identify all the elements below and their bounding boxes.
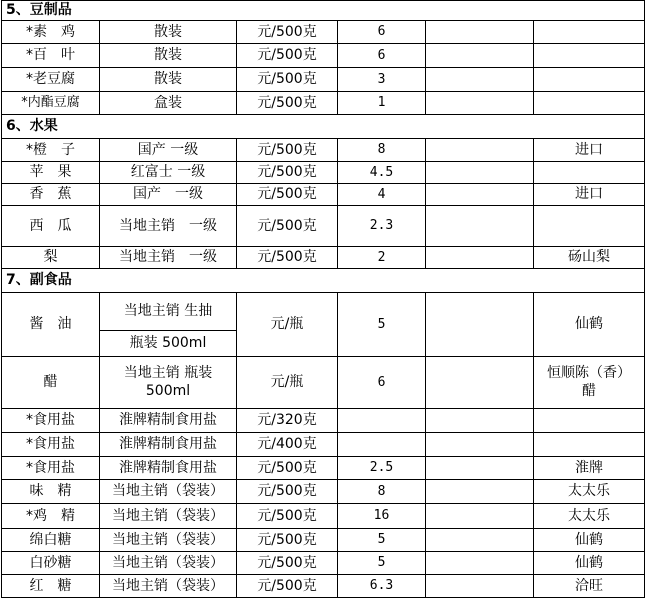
table-row [2, 480, 645, 504]
item-spec: 当地主销（袋装） [100, 552, 237, 575]
table-row [2, 184, 645, 206]
item-spec: 盒装 [100, 92, 237, 115]
item-spec-continued: 瓶装 500ml [100, 331, 237, 357]
item-price: 6.3 [338, 575, 426, 598]
item-note [534, 206, 645, 247]
item-extra [426, 139, 534, 162]
item-unit: 元/500克 [237, 529, 338, 552]
item-spec: 淮牌精制食用盐 [100, 409, 237, 433]
item-name: 醋 [2, 357, 100, 409]
item-price: 4 [338, 184, 426, 206]
table-row [2, 504, 645, 529]
item-unit: 元/500克 [237, 21, 338, 44]
item-price: 8 [338, 480, 426, 504]
item-unit: 元/500克 [237, 504, 338, 529]
table-row [2, 21, 645, 44]
item-spec: 当地主销（袋装） [100, 529, 237, 552]
item-extra [426, 44, 534, 68]
table-row [2, 575, 645, 598]
item-note [534, 409, 645, 433]
table-row [2, 68, 645, 92]
item-spec: 当地主销 一级 [100, 206, 237, 247]
item-extra [426, 409, 534, 433]
item-unit: 元/500克 [237, 139, 338, 162]
item-name: 西 瓜 [2, 206, 100, 247]
item-name: *橙 子 [2, 139, 100, 162]
item-name: 香 蕉 [2, 184, 100, 206]
item-price: 5 [338, 529, 426, 552]
item-note: 太太乐 [534, 504, 645, 529]
item-note: 进口 [534, 139, 645, 162]
item-price: 4.5 [338, 162, 426, 184]
table-row [2, 92, 645, 115]
item-price: 5 [338, 552, 426, 575]
item-price [338, 409, 426, 433]
item-note [534, 433, 645, 457]
table-row [2, 247, 645, 269]
item-spec: 淮牌精制食用盐 [100, 433, 237, 457]
item-extra [426, 247, 534, 269]
item-name: 味 精 [2, 480, 100, 504]
item-note: 仙鹤 [534, 529, 645, 552]
item-name: *食用盐 [2, 409, 100, 433]
item-name: *老豆腐 [2, 68, 100, 92]
item-note: 砀山梨 [534, 247, 645, 269]
item-unit: 元/瓶 [237, 357, 338, 409]
item-spec: 当地主销（袋装） [100, 575, 237, 598]
item-note: 太太乐 [534, 480, 645, 504]
item-unit: 元/500克 [237, 184, 338, 206]
item-unit: 元/500克 [237, 480, 338, 504]
item-price: 2 [338, 247, 426, 269]
item-extra [426, 184, 534, 206]
item-spec: 当地主销 生抽 [100, 293, 237, 331]
item-note: 仙鹤 [534, 552, 645, 575]
item-spec: 当地主销 一级 [100, 247, 237, 269]
item-note [534, 44, 645, 68]
item-unit: 元/500克 [237, 44, 338, 68]
item-note: 淮牌 [534, 457, 645, 480]
item-note [534, 21, 645, 44]
item-name: *食用盐 [2, 457, 100, 480]
item-spec: 国产 一级 [100, 139, 237, 162]
item-name: 梨 [2, 247, 100, 269]
section-title: 6、水果 [2, 115, 645, 139]
item-extra [426, 457, 534, 480]
section-title: 5、豆制品 [2, 1, 645, 21]
item-unit: 元/400克 [237, 433, 338, 457]
table-row [2, 357, 645, 409]
item-price: 6 [338, 357, 426, 409]
item-price: 16 [338, 504, 426, 529]
item-unit: 元/500克 [237, 457, 338, 480]
item-note: 进口 [534, 184, 645, 206]
item-spec: 红富士 一级 [100, 162, 237, 184]
item-spec: 淮牌精制食用盐 [100, 457, 237, 480]
table-row [2, 457, 645, 480]
item-name: *鸡 精 [2, 504, 100, 529]
section-header-row [2, 269, 645, 293]
item-name: 酱 油 [2, 293, 100, 357]
item-unit: 元/500克 [237, 247, 338, 269]
table-row [2, 206, 645, 247]
section-title: 7、副食品 [2, 269, 645, 293]
item-price: 8 [338, 139, 426, 162]
item-extra [426, 433, 534, 457]
item-extra [426, 293, 534, 357]
item-extra [426, 162, 534, 184]
table-row [2, 44, 645, 68]
item-spec: 当地主销（袋装） [100, 480, 237, 504]
item-unit: 元/500克 [237, 68, 338, 92]
item-price: 5 [338, 293, 426, 357]
item-price: 6 [338, 44, 426, 68]
item-unit: 元/500克 [237, 552, 338, 575]
item-spec: 当地主销（袋装） [100, 504, 237, 529]
item-unit: 元/瓶 [237, 293, 338, 357]
item-price: 3 [338, 68, 426, 92]
table-row [2, 433, 645, 457]
item-extra [426, 480, 534, 504]
item-unit: 元/320克 [237, 409, 338, 433]
item-price: 2.5 [338, 457, 426, 480]
item-note [534, 92, 645, 115]
item-price: 2.3 [338, 206, 426, 247]
item-name: *百 叶 [2, 44, 100, 68]
item-spec: 当地主销 瓶装 500ml [100, 357, 237, 409]
item-extra [426, 575, 534, 598]
item-extra [426, 504, 534, 529]
item-extra [426, 68, 534, 92]
price-table [1, 0, 645, 598]
item-name: 绵白糖 [2, 529, 100, 552]
item-name: *内酯豆腐 [2, 92, 100, 115]
item-price [338, 433, 426, 457]
item-note: 洽旺 [534, 575, 645, 598]
item-name: 苹 果 [2, 162, 100, 184]
item-extra [426, 357, 534, 409]
item-name: 白砂糖 [2, 552, 100, 575]
item-name: *食用盐 [2, 433, 100, 457]
table-row [2, 293, 645, 331]
item-spec: 散装 [100, 21, 237, 44]
item-spec: 国产 一级 [100, 184, 237, 206]
table-row [2, 409, 645, 433]
item-extra [426, 92, 534, 115]
item-note [534, 68, 645, 92]
item-unit: 元/500克 [237, 575, 338, 598]
item-extra [426, 206, 534, 247]
item-note [534, 162, 645, 184]
item-extra [426, 552, 534, 575]
table-row [2, 162, 645, 184]
item-unit: 元/500克 [237, 92, 338, 115]
item-note: 恒顺陈（香）醋 [534, 357, 645, 409]
item-note: 仙鹤 [534, 293, 645, 357]
item-name: *素 鸡 [2, 21, 100, 44]
table-row [2, 552, 645, 575]
item-unit: 元/500克 [237, 206, 338, 247]
item-extra [426, 529, 534, 552]
item-unit: 元/500克 [237, 162, 338, 184]
table-row [2, 529, 645, 552]
table-row [2, 139, 645, 162]
item-extra [426, 21, 534, 44]
section-header-row [2, 115, 645, 139]
item-price: 6 [338, 21, 426, 44]
item-spec: 散装 [100, 44, 237, 68]
section-header-row [2, 1, 645, 21]
item-name: 红 糖 [2, 575, 100, 598]
item-spec: 散装 [100, 68, 237, 92]
item-price: 1 [338, 92, 426, 115]
